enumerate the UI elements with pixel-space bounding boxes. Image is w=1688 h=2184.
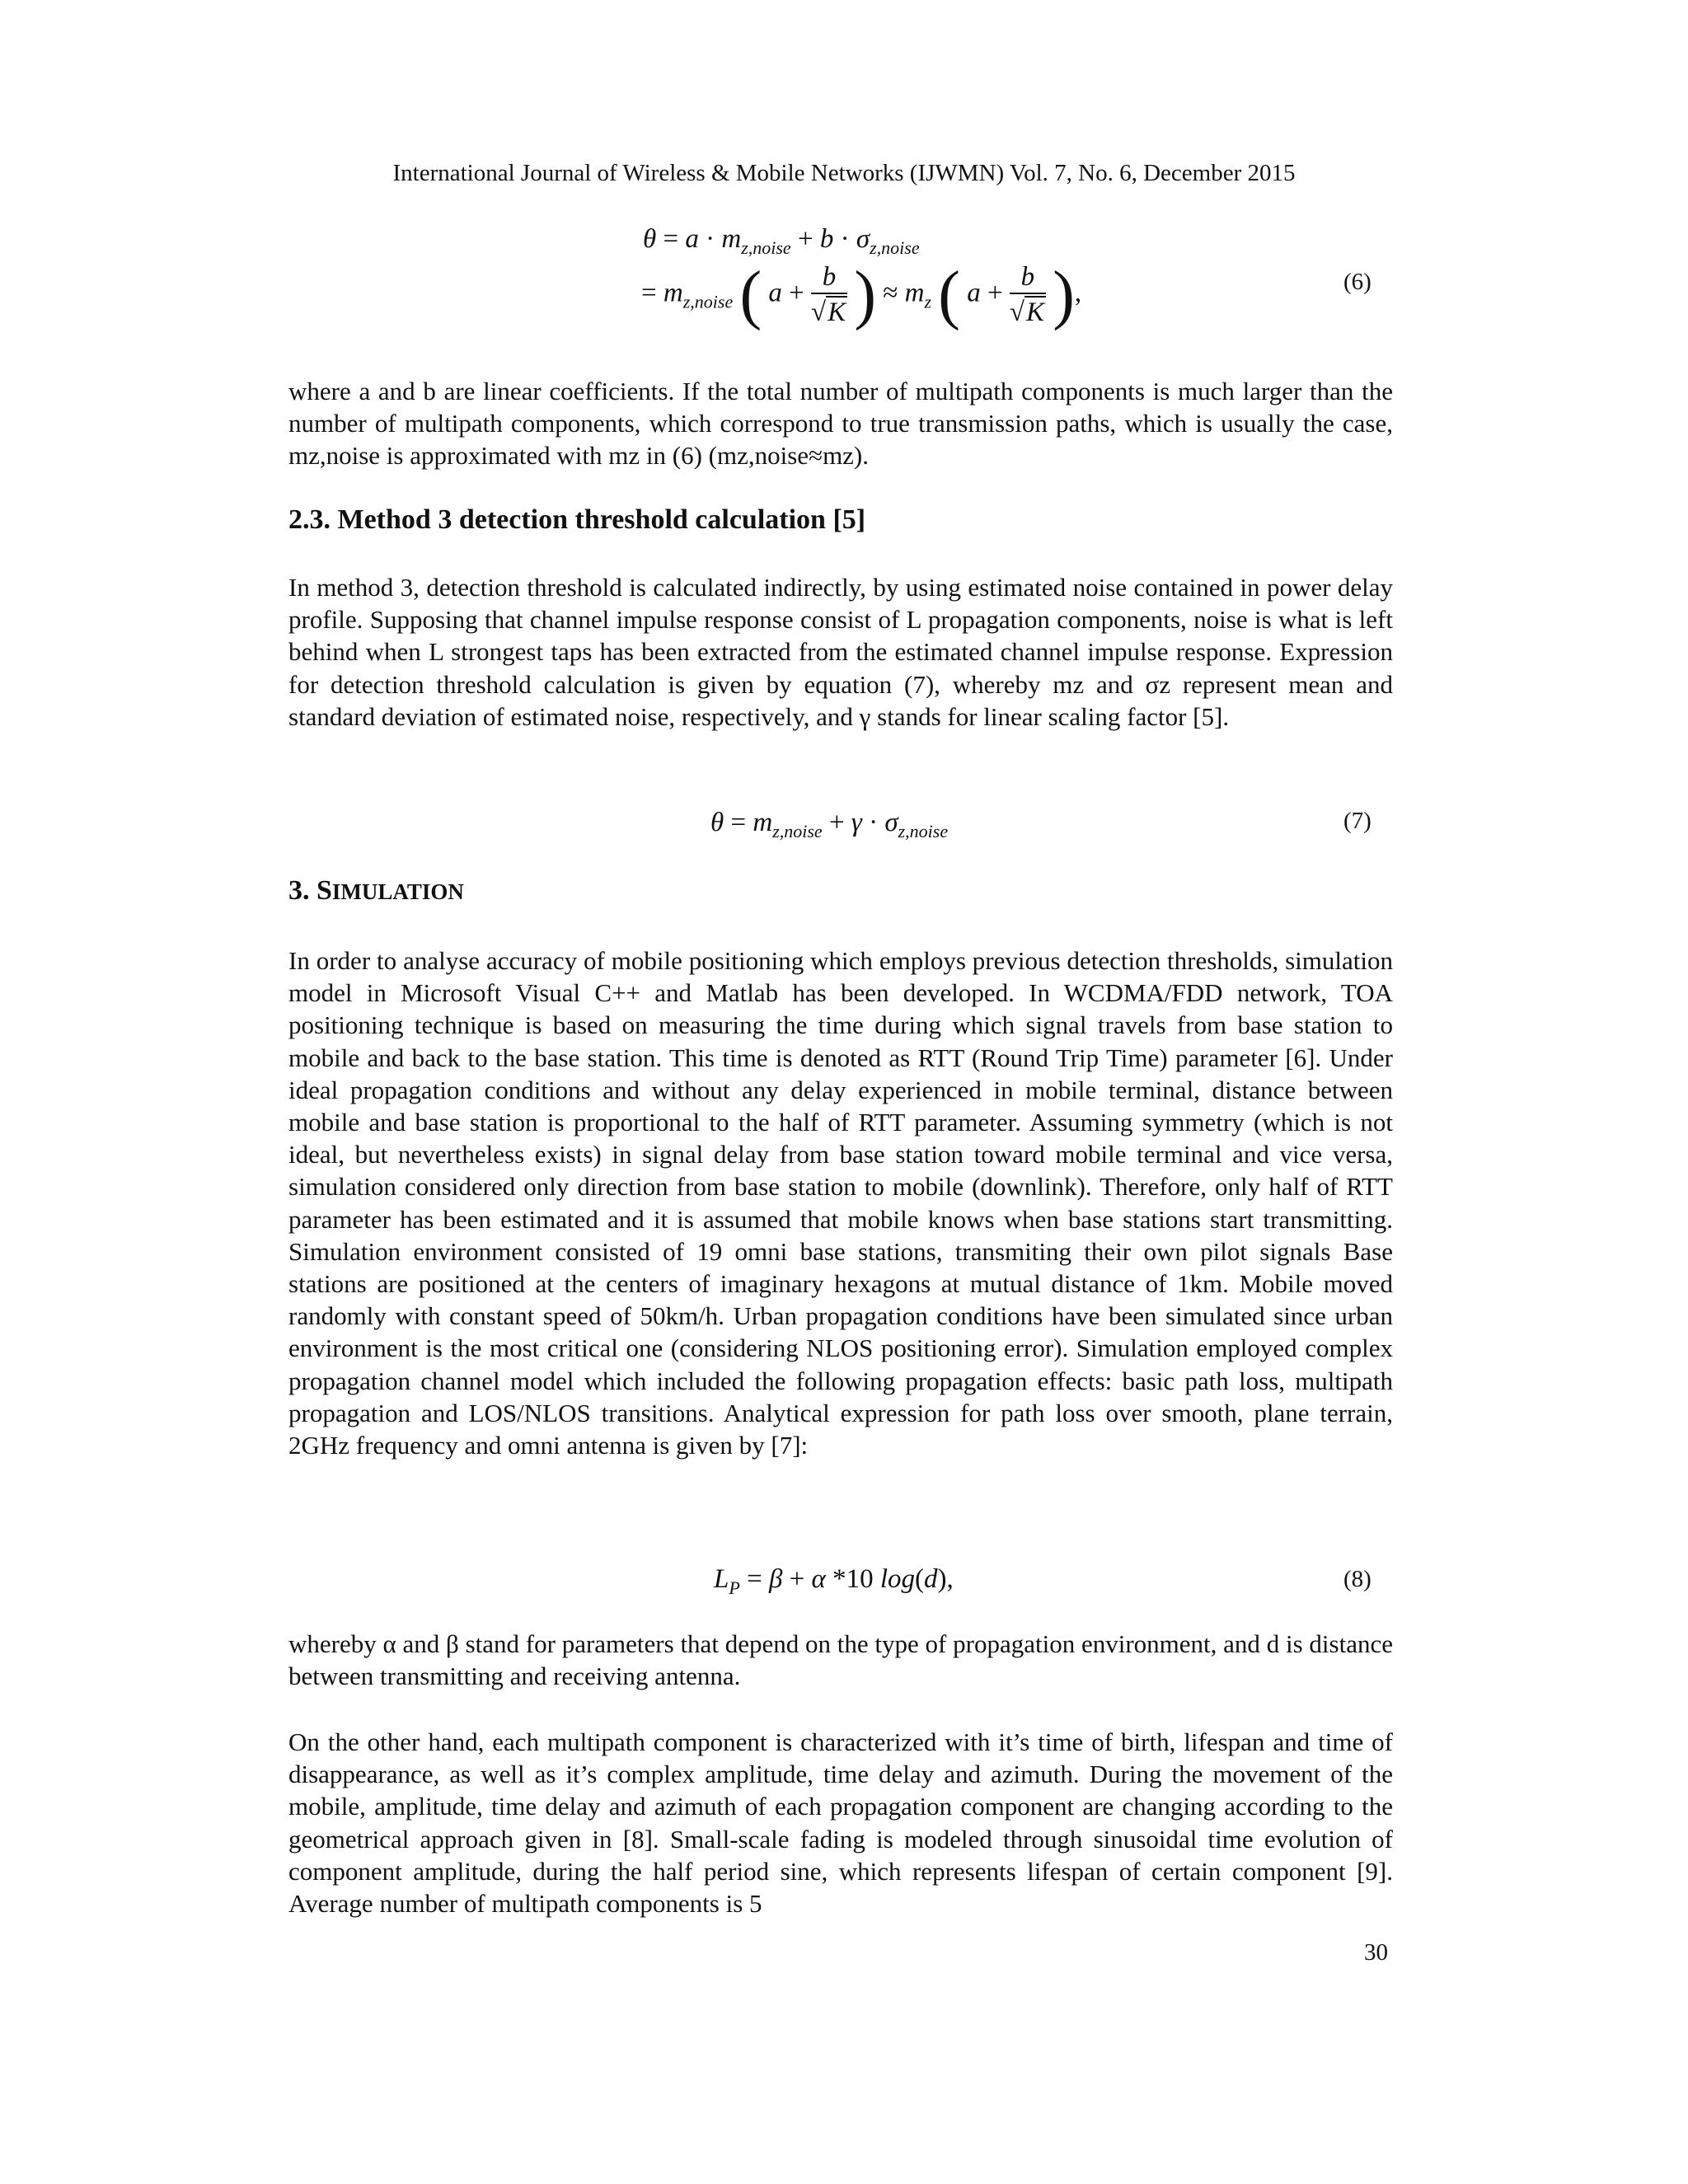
paragraph-method-3 [288,571,1393,733]
equation-8: $L_P = \beta + \alpha$ *10 log(d), [714,1564,954,1598]
paragraph-1-text: where a and b are linear coefficients. If the total number of multipath components is much larger than the number of multipath components, which correspond to true transmission paths, which is usually the case, mz,noise is approximated with mz in (6) (mz,noise≈mz). [288,377,1393,471]
equation-6-line-2: = $m_{z,noise}$ ( a + $\frac{b}{√K}$ ) ≈ $m_z$ ( a + $\frac{b}{√K}$ ), [641,259,1082,331]
paragraph-4-text: whereby α and β stand for parameters that depend on the type of propagation environment, and d is distance between transmitting and receiving antenna. [288,1629,1393,1691]
paragraph-multipath-components [288,1726,1393,1919]
section-heading-2-3: 2.3. Method 3 detection threshold calculation [5] [288,504,866,535]
equation-6-line-1: $\theta = a \cdot m_{z,noise} + b \cdot \sigma_{z,noise}$ [643,224,920,258]
paragraph-simulation [288,944,1393,1461]
page-number: 30 [1364,1939,1388,1966]
running-header: International Journal of Wireless & Mobile Networks (IJWMN) Vol. 7, No. 6, December 2015 [392,160,1296,186]
paragraph-5-text: On the other hand, each multipath component is characterized with it’s time of birth, lifespan and time of disappearance, as well as it’s complex amplitude, time delay and azimuth. During the movement of the mobile, amplitude, time delay and azimuth of each propagation component are changing according to the geometrical approach given in [8]. Small-scale fading is modeled through sinusoidal time evolution of component amplitude, during the half period sine, which represents lifespan of certain component [9]. Average number of multipath components is 5 [288,1727,1393,1919]
paragraph-3-text: In order to analyse accuracy of mobile positioning which employs previous detection thresholds, simulation model in Microsoft Visual C++ and Matlab has been developed. In WCDMA/FDD network, TOA positioning technique is based on measuring the time during which signal travels from base station to mobile and back to the base station. This time is denoted as RTT (Round Trip Time) parameter [6]. Under ideal propagation conditions and without any delay experienced in mobile terminal, distance between mobile and base station is proportional to the half of RTT parameter. Assuming symmetry (which is not ideal, but nevertheless exists) in signal delay from base station toward mobile terminal and vice versa, simulation considered only direction from base station to mobile (downlink). Therefore, only half of RTT parameter has been estimated and it is assumed that mobile knows when base stations start transmitting. Simulation environment consisted of 19 omni base stations, transmiting their own pilot signals Base stations are positioned at the centers of imaginary hexagons at mutual distance of 1km. Mobile moved randomly with constant speed of 50km/h. Urban propagation conditions have been simulated since urban environment is the most critical one (considering NLOS positioning error). Simulation employed complex propagation channel model which included the following propagation effects: basic path loss, multipath propagation and LOS/NLOS transitions. Analytical expression for path loss over smooth, plane terrain, 2GHz frequency and omni antenna is given by [7]: [288,946,1393,1460]
paragraph-linear-coefficients [288,375,1393,472]
equation-6-number: (6) [1343,269,1372,295]
paragraph-path-loss-parameters [288,1628,1393,1692]
equation-7-number: (7) [1343,808,1372,834]
section-heading-3 [288,875,464,907]
equation-8-number: (8) [1343,1566,1372,1592]
paragraph-2-text: In method 3, detection threshold is calculated indirectly, by using estimated noise contained in power delay profile. Supposing that channel impulse response consist of L propagation components, noise is what is left behind when L strongest taps has been extracted from the estimated channel impulse response. Expression for detection threshold calculation is given by equation (7), whereby mz and σz represent mean and standard deviation of estimated noise, respectively, and γ stands for linear scaling factor [5]. [288,573,1393,731]
heading-3-number: 3. [288,875,310,906]
equation-7: $\theta = m_{z,noise} + \gamma \cdot \sigma_{z,noise}$ [710,808,949,841]
heading-3-small-caps: IMULATION [331,879,464,904]
heading-3-first-letter: S [316,875,332,906]
